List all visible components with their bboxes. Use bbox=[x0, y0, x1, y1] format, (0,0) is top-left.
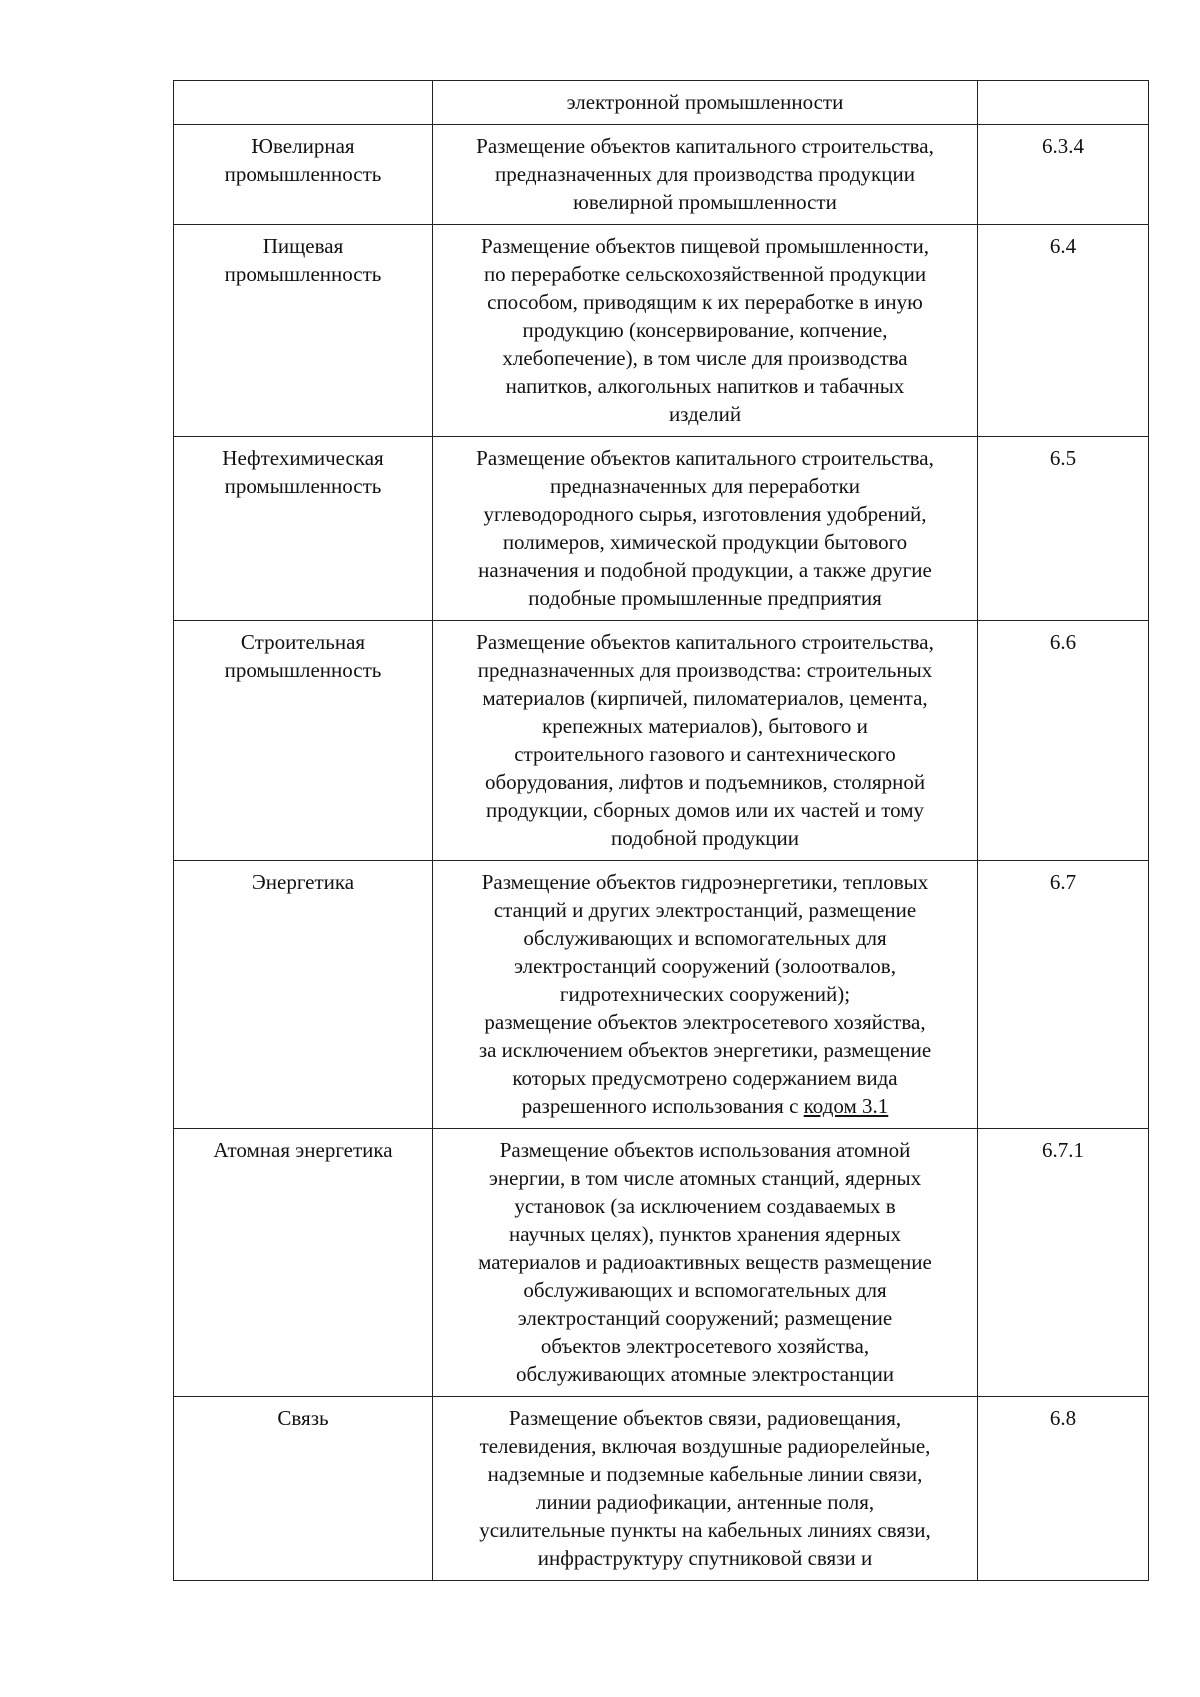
table-row bbox=[174, 861, 1149, 1129]
description-line: надземные и подземные кабельные линии связи, bbox=[487, 1462, 923, 1486]
description-line: продукцию (консервирование, копчение, bbox=[522, 318, 888, 342]
description-line: обслуживающих атомные электростанции bbox=[515, 1362, 895, 1386]
description-line: Размещение объектов гидроэнергетики, тепловых bbox=[481, 870, 929, 894]
use-type-code-cell: 6.3.4 bbox=[978, 125, 1149, 225]
use-type-description-cell bbox=[433, 621, 978, 861]
description-line: научных целях), пунктов хранения ядерных bbox=[508, 1222, 902, 1246]
name-line: промышленность bbox=[224, 262, 382, 286]
description-line: подобные промышленные предприятия bbox=[528, 586, 882, 610]
description-line: способом, приводящим к их переработке в иную bbox=[487, 290, 923, 314]
description-line: обслуживающих и вспомогательных для bbox=[523, 1278, 887, 1302]
table-row bbox=[174, 225, 1149, 437]
description-line: предназначенных для производства продукции bbox=[495, 162, 915, 186]
name-line: Нефтехимическая bbox=[222, 446, 384, 470]
name-line: Строительная bbox=[240, 630, 366, 654]
table-row bbox=[174, 437, 1149, 621]
use-type-description-cell bbox=[433, 437, 978, 621]
use-type-code-cell: 6.7.1 bbox=[978, 1129, 1149, 1397]
description-line: установок (за исключением создаваемых в bbox=[514, 1194, 896, 1218]
name-line: промышленность bbox=[224, 474, 382, 498]
use-type-description-cell bbox=[433, 861, 978, 1129]
description-line: Размещение объектов использования атомной bbox=[499, 1138, 911, 1162]
description-line: за исключением объектов энергетики, размещение bbox=[478, 1038, 932, 1062]
description-line: крепежных материалов), бытового и bbox=[542, 714, 868, 738]
use-type-description-cell bbox=[433, 1129, 978, 1397]
description-line: которых предусмотрено содержанием вида bbox=[512, 1066, 898, 1090]
use-type-code-cell: 6.7 bbox=[978, 861, 1149, 1129]
use-type-code-cell: 6.4 bbox=[978, 225, 1149, 437]
description-line: гидротехнических сооружений); bbox=[559, 982, 851, 1006]
description-line: напитков, алкогольных напитков и табачных bbox=[505, 374, 905, 398]
description-line: Размещение объектов связи, радиовещания, bbox=[508, 1406, 902, 1430]
use-type-description-cell bbox=[433, 125, 978, 225]
description-line: хлебопечение), в том числе для производства bbox=[502, 346, 908, 370]
description-line: по переработке сельскохозяйственной продукции bbox=[483, 262, 927, 286]
description-line: электронной промышленности bbox=[566, 90, 844, 114]
description-line: размещение объектов электросетевого хозяйства, bbox=[484, 1010, 926, 1034]
use-type-name-cell bbox=[174, 225, 433, 437]
name-line: Пищевая bbox=[262, 234, 344, 258]
use-type-description-cell bbox=[433, 81, 978, 125]
description-line: Размещение объектов капитального строительства, bbox=[476, 630, 934, 654]
use-type-name-cell bbox=[174, 125, 433, 225]
description-line: углеводородного сырья, изготовления удобрений, bbox=[483, 502, 927, 526]
land-use-table bbox=[173, 80, 1149, 1581]
use-type-name-cell bbox=[174, 81, 433, 125]
description-line: предназначенных для переработки bbox=[549, 474, 861, 498]
description-line: усилительные пункты на кабельных линиях связи, bbox=[479, 1518, 931, 1542]
description-line: телевидения, включая воздушные радиорелейные, bbox=[479, 1434, 931, 1458]
use-type-name-cell bbox=[174, 437, 433, 621]
name-line: Ювелирная bbox=[251, 134, 355, 158]
description-line: ювелирной промышленности bbox=[573, 190, 837, 214]
name-line: промышленность bbox=[224, 162, 382, 186]
description-line: энергии, в том числе атомных станций, ядерных bbox=[488, 1166, 922, 1190]
name-line: промышленность bbox=[224, 658, 382, 682]
description-line: материалов (кирпичей, пиломатериалов, цемента, bbox=[482, 686, 928, 710]
table-row bbox=[174, 1397, 1149, 1581]
description-line: оборудования, лифтов и подъемников, столярной bbox=[484, 770, 926, 794]
description-line: электростанций сооружений; размещение bbox=[517, 1306, 893, 1330]
name-line: Энергетика bbox=[251, 870, 355, 894]
description-text: разрешенного использования с bbox=[521, 1094, 804, 1118]
description-line: обслуживающих и вспомогательных для bbox=[523, 926, 887, 950]
description-line: Размещение объектов капитального строительства, bbox=[476, 134, 934, 158]
use-type-name-cell bbox=[174, 1129, 433, 1397]
description-line: Размещение объектов капитального строительства, bbox=[476, 446, 934, 470]
table-row bbox=[174, 125, 1149, 225]
code-reference-link[interactable]: кодом 3.1 bbox=[803, 1094, 889, 1118]
name-line: Связь bbox=[277, 1406, 329, 1430]
table-row bbox=[174, 621, 1149, 861]
use-type-code-cell: 6.5 bbox=[978, 437, 1149, 621]
use-type-name-cell bbox=[174, 621, 433, 861]
use-type-code-cell bbox=[978, 81, 1149, 125]
use-type-description-cell bbox=[433, 1397, 978, 1581]
description-line: Размещение объектов пищевой промышленности, bbox=[481, 234, 929, 258]
description-line: изделий bbox=[668, 402, 742, 426]
description-line bbox=[439, 1092, 971, 1120]
table-row bbox=[174, 1129, 1149, 1397]
description-line: электростанций сооружений (золоотвалов, bbox=[514, 954, 896, 978]
use-type-description-cell bbox=[433, 225, 978, 437]
description-line: объектов электросетевого хозяйства, bbox=[540, 1334, 870, 1358]
description-line: линии радиофикации, антенные поля, bbox=[535, 1490, 875, 1514]
description-line: полимеров, химической продукции бытового bbox=[502, 530, 908, 554]
use-type-name-cell bbox=[174, 1397, 433, 1581]
description-line: подобной продукции bbox=[611, 826, 799, 850]
description-line: инфраструктуру спутниковой связи и bbox=[537, 1546, 873, 1570]
description-line: назначения и подобной продукции, а также другие bbox=[478, 558, 932, 582]
use-type-code-cell: 6.8 bbox=[978, 1397, 1149, 1581]
name-line: Атомная энергетика bbox=[213, 1138, 393, 1162]
description-line: предназначенных для производства: строительных bbox=[477, 658, 933, 682]
description-line: продукции, сборных домов или их частей и тому bbox=[486, 798, 924, 822]
description-line: материалов и радиоактивных веществ размещение bbox=[478, 1250, 932, 1274]
use-type-name-cell bbox=[174, 861, 433, 1129]
description-line: строительного газового и сантехнического bbox=[514, 742, 896, 766]
table-row bbox=[174, 81, 1149, 125]
description-line: станций и других электростанций, размещение bbox=[493, 898, 917, 922]
use-type-code-cell: 6.6 bbox=[978, 621, 1149, 861]
